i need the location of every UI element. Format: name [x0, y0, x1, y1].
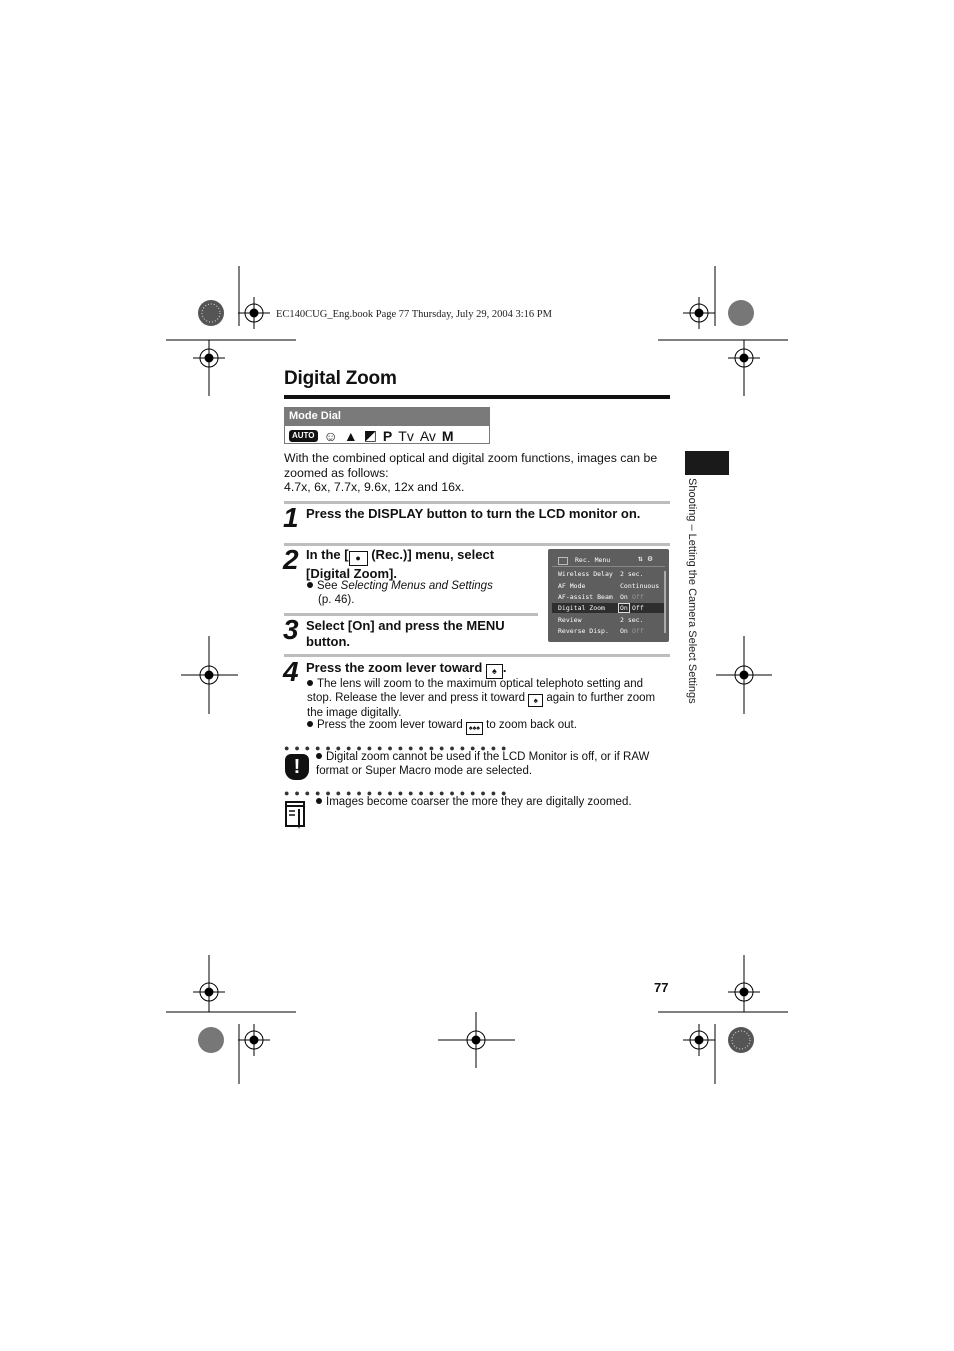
night-scene-mode-icon: ◩	[363, 427, 377, 443]
page-title: Digital Zoom	[284, 368, 397, 389]
step-2-bullet-link: Selecting Menus and Settings	[340, 580, 493, 592]
bullet-icon	[316, 798, 322, 804]
step-4-rule	[284, 654, 670, 657]
chapter-tab	[685, 451, 729, 475]
mode-dial-box	[284, 407, 490, 444]
step-2-text	[306, 547, 546, 582]
caution-note: Digital zoom cannot be used if the LCD Monitor is off, or if RAW format or Super Macro mode are selected.	[316, 751, 650, 777]
step-4-text: Press the zoom lever toward ♠ .	[306, 660, 666, 679]
lcd-row-selected	[552, 603, 665, 613]
rec-menu-icon: ●	[349, 551, 368, 566]
step-2-bullet-prefix: See	[317, 580, 341, 592]
lcd-menu-screen	[548, 549, 669, 642]
landscape-mode-icon: ▲	[343, 427, 358, 444]
lcd-row-value: 2 sec.	[620, 570, 644, 578]
title-rule	[284, 395, 670, 399]
telephoto-icon: ♠	[486, 664, 503, 679]
step-3-number: 3	[283, 614, 297, 645]
lcd-row-value: On	[620, 627, 628, 635]
lcd-menu-title: Rec. Menu	[575, 556, 611, 564]
lcd-row	[554, 581, 663, 591]
step-1-number: 1	[283, 502, 297, 533]
step-4-bullet-1-b: again to further zoom the image digitally.	[307, 691, 656, 719]
step-3-text: Select [On] and press the MENU button.	[306, 618, 505, 649]
mode-dial-icons	[289, 427, 454, 444]
step-4-text-main: Press the zoom lever toward	[306, 660, 483, 675]
step-4-bullet-2	[307, 719, 667, 735]
lcd-row-label: Wireless Delay	[558, 570, 613, 578]
intro-text	[284, 451, 674, 495]
lcd-row-label: Reverse Disp.	[558, 627, 609, 635]
program-mode-label: P	[382, 427, 393, 444]
intro-line-2: 4.7x, 6x, 7.7x, 9.6x, 12x and 16x.	[284, 480, 465, 495]
page-number: 77	[654, 980, 669, 995]
step-2-number: 2	[283, 544, 297, 575]
bullet-icon	[307, 721, 313, 727]
step-2-bullet-suffix: (p. 46).	[318, 593, 355, 606]
lcd-row-alt: Off	[632, 627, 644, 635]
bullet-icon	[307, 680, 313, 686]
lcd-row-value: On	[620, 604, 628, 612]
memo-note: Images become coarser the more they are digitally zoomed.	[316, 796, 668, 810]
step-4-bullet-1	[307, 678, 667, 721]
lcd-row-label: Review	[558, 616, 582, 624]
lcd-row-label: AF Mode	[558, 582, 586, 590]
camera-tab-icon	[558, 557, 568, 565]
step-2-text-b: (Rec.)] menu, select	[367, 547, 495, 562]
wide-angle-icon: ♠♠♠	[466, 722, 483, 735]
step-3-rule	[284, 613, 538, 616]
step-4-number: 4	[283, 656, 297, 687]
step-1-text: Press the DISPLAY button to turn the LCD monitor on.	[306, 506, 641, 521]
memo-icon	[285, 799, 307, 829]
lcd-row-value: Continuous	[620, 582, 660, 590]
mode-dial-label: Mode Dial	[285, 408, 489, 426]
step-2-text-c: [Digital Zoom].	[306, 566, 397, 581]
bullet-icon	[307, 582, 313, 588]
auto-mode-icon: AUTO	[289, 430, 318, 442]
bullet-icon	[316, 753, 322, 759]
lcd-row	[554, 626, 663, 636]
step-2-bullet	[307, 580, 537, 608]
chapter-title	[686, 478, 702, 728]
tv-mode-label: Tv	[398, 427, 414, 444]
step-2-text-a: In the [	[306, 547, 349, 562]
step-4-bullet-1-a: The lens will zoom to the maximum optical telephoto setting and stop. Release the lever and press it toward	[307, 678, 643, 704]
lcd-row	[554, 592, 663, 602]
step-4-bullet-2-a: Press the zoom lever toward	[317, 719, 463, 731]
caution-dots: ●●●●●●●●●●●●●●●●●●●●●●	[284, 743, 512, 753]
lcd-row	[554, 615, 663, 625]
step-4-bullet-2-b: to zoom back out.	[486, 719, 577, 731]
intro-line-1: With the combined optical and digital zoom functions, images can be zoomed as follows:	[284, 451, 658, 480]
step-1-rule	[284, 501, 670, 504]
lcd-row-alt: Off	[632, 593, 644, 601]
step-2-rule	[284, 543, 670, 546]
lcd-row-label: Digital Zoom	[558, 604, 605, 612]
print-info-header: EC140CUG_Eng.book Page 77 Thursday, July 29, 2004 3:16 PM	[276, 309, 552, 320]
memo-dots: ●●●●●●●●●●●●●●●●●●●●●●	[284, 788, 512, 798]
lcd-row-value: On	[620, 593, 628, 601]
lcd-row-value: 2 sec.	[620, 616, 644, 624]
lcd-scrollbar	[664, 571, 666, 633]
portrait-mode-icon: ☺	[323, 427, 338, 444]
lcd-row-label: AF-assist Beam	[558, 593, 613, 601]
telephoto-icon: ♠	[528, 694, 543, 707]
av-mode-label: Av	[419, 427, 436, 444]
lcd-divider	[552, 566, 665, 567]
manual-mode-label: M	[441, 427, 454, 444]
caution-icon: !	[285, 754, 309, 780]
lcd-row	[554, 569, 663, 579]
lcd-row-alt: Off	[632, 604, 644, 612]
settings-tab-icon: ⇅ ⚙	[638, 554, 653, 563]
chapter-title-text: Shooting – Letting the Camera Select Settings	[686, 478, 698, 704]
